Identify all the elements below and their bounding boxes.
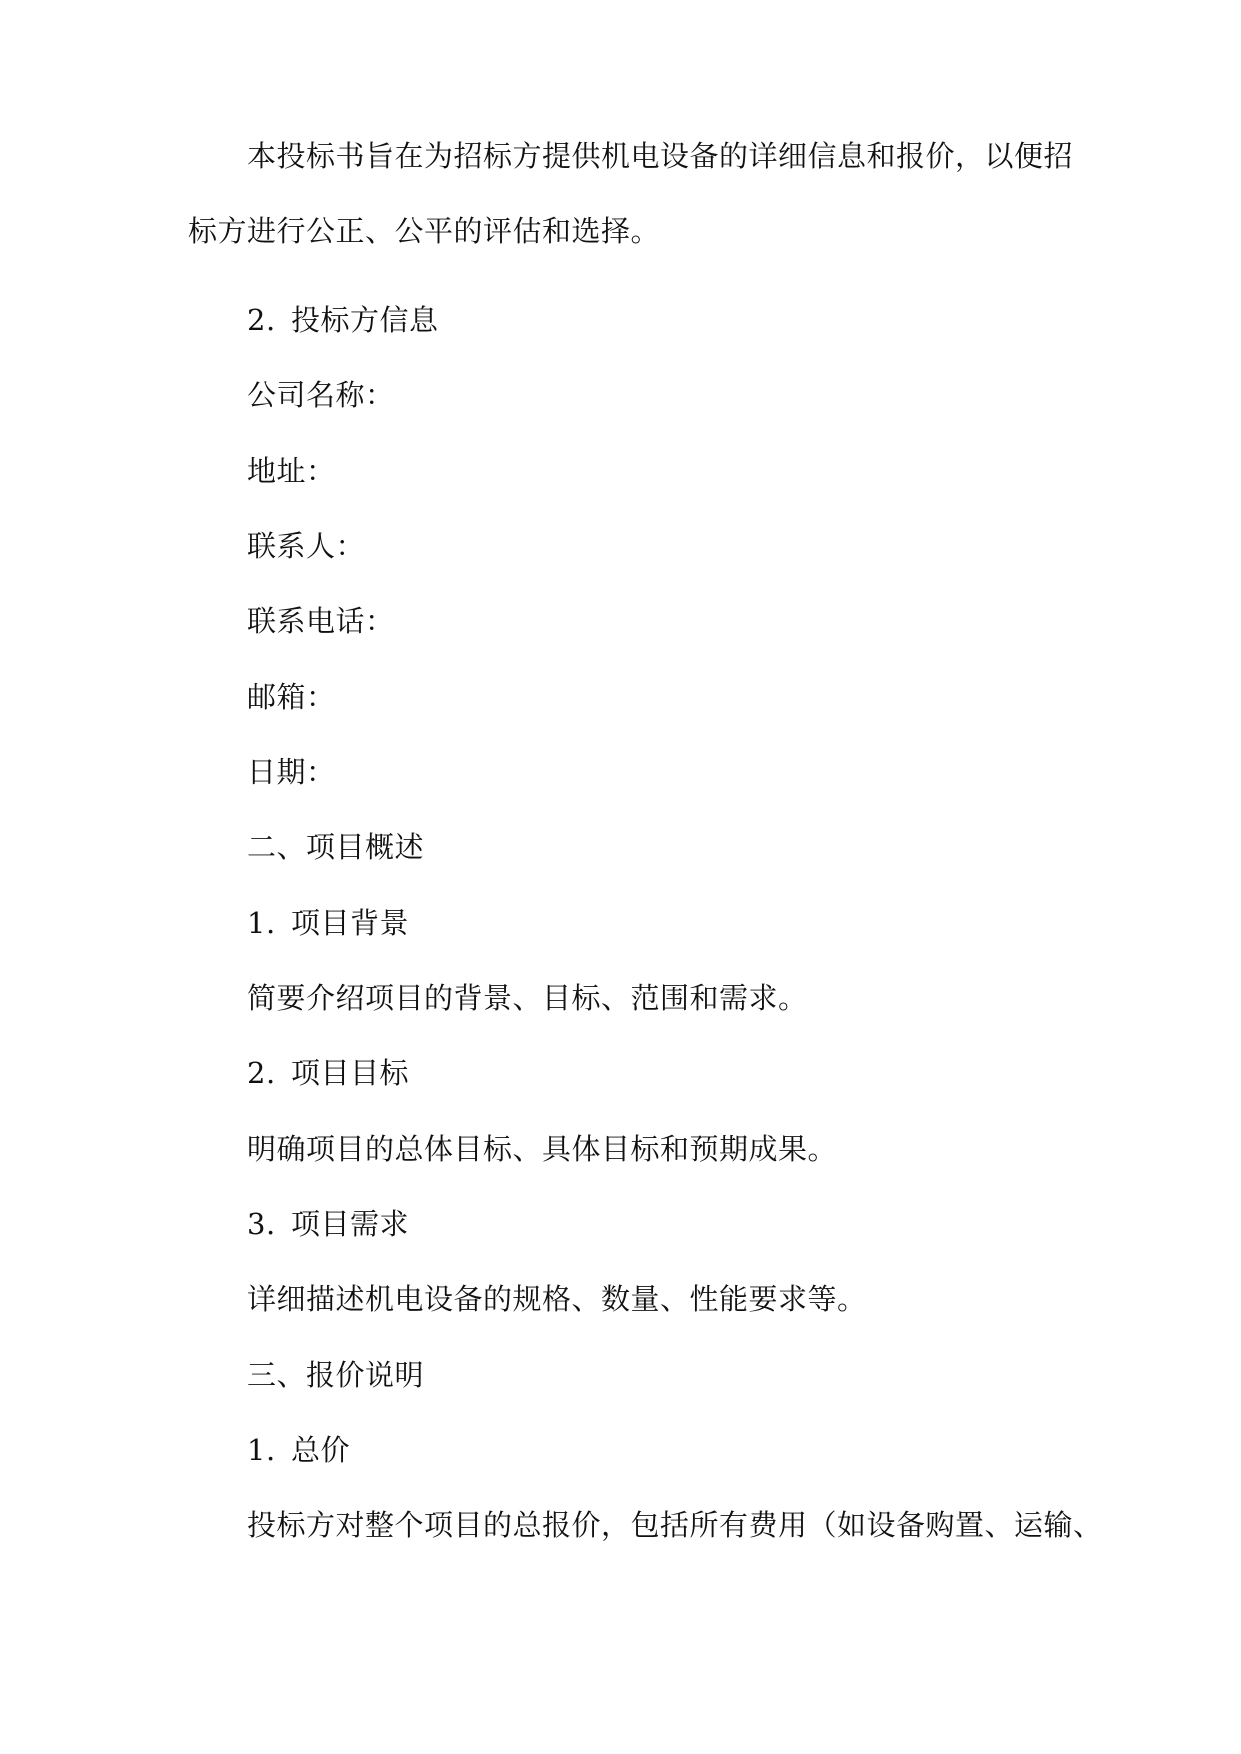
total-price-text: 投标方对整个项目的总报价，包括所有费用（如设备购置、运输、 [247, 1508, 1103, 1542]
heading-number: 2. [247, 1056, 276, 1090]
total-price-heading [247, 1432, 350, 1468]
project-background-heading [247, 905, 409, 941]
bidder-info-heading [247, 302, 439, 338]
project-background-text: 简要介绍项目的背景、目标、范围和需求。 [247, 981, 808, 1015]
heading-number: 1. [247, 906, 276, 940]
heading-number: 3. [247, 1207, 276, 1241]
project-requirement-text: 详细描述机电设备的规格、数量、性能要求等。 [247, 1282, 867, 1316]
company-name-field: 公司名称： [247, 378, 395, 412]
email-field: 邮箱： [247, 680, 336, 714]
intro-paragraph-line-1: 本投标书旨在为招标方提供机电设备的详细信息和报价，以便招 [247, 139, 1074, 173]
phone-field: 联系电话： [247, 604, 395, 638]
contact-person-field: 联系人： [247, 529, 366, 563]
project-requirement-heading [247, 1206, 409, 1242]
project-goal-text: 明确项目的总体目标、具体目标和预期成果。 [247, 1132, 838, 1166]
quote-heading: 三、报价说明 [247, 1358, 425, 1392]
heading-number: 2. [247, 303, 276, 337]
project-overview-heading: 二、项目概述 [247, 830, 425, 864]
heading-text: 项目背景 [291, 906, 410, 940]
date-field: 日期： [247, 755, 336, 789]
heading-number: 1. [247, 1433, 276, 1467]
address-field: 地址： [247, 454, 336, 488]
intro-paragraph-line-2: 标方进行公正、公平的评估和选择。 [188, 214, 661, 248]
heading-text: 项目需求 [291, 1207, 410, 1241]
heading-text: 项目目标 [291, 1056, 410, 1090]
project-goal-heading [247, 1055, 409, 1091]
heading-text: 投标方信息 [291, 303, 439, 337]
heading-text: 总价 [291, 1433, 351, 1467]
